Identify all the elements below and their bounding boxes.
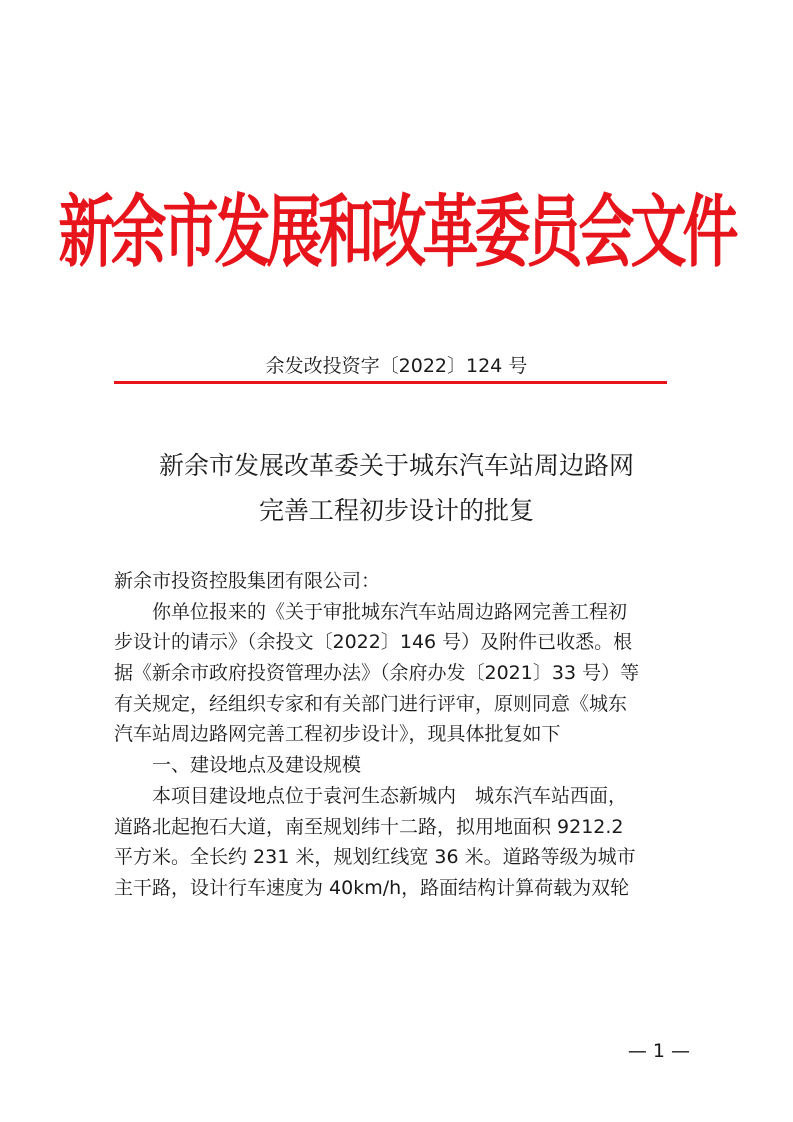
issuing-authority-header: 新余市发展和改革委员会文件 bbox=[58, 186, 735, 279]
body-line: 本项目建设地点位于袁河生态新城内 城东汽车站西面， bbox=[152, 784, 628, 807]
page-number: — 1 — bbox=[627, 1040, 690, 1062]
body-line: 据《新余市政府投资管理办法》（余府办发〔2021〕33 号）等 bbox=[114, 662, 640, 685]
document-number: 余发改投资字〔2022〕124 号 bbox=[265, 355, 528, 377]
body-line: 你单位报来的《关于审批城东汽车站周边路网完善工程初 bbox=[152, 600, 628, 623]
section-heading: 一、建设地点及建设规模 bbox=[152, 754, 362, 777]
body-line: 汽车站周边路网完善工程初步设计》，现具体批复如下 bbox=[114, 723, 561, 746]
body-line: 道路北起抱石大道，南至规划纬十二路，拟用地面积 9212.2 bbox=[114, 815, 624, 838]
addressee-line: 新余市投资控股集团有限公司： bbox=[114, 570, 381, 592]
body-line: 平方米。全长约 231 米，规划红线宽 36 米。道路等级为城市 bbox=[114, 846, 636, 869]
red-separator-line bbox=[114, 381, 667, 384]
document-body bbox=[114, 566, 682, 904]
document-title-line-1: 新余市发展改革委关于城东汽车站周边路网 bbox=[158, 451, 634, 480]
document-title bbox=[0, 443, 793, 533]
body-line: 有关规定，经组织专家和有关部门进行评审，原则同意《城东 bbox=[114, 692, 628, 715]
body-line: 主干路，设计行车速度为 40km/h，路面结构计算荷载为双轮 bbox=[114, 876, 630, 899]
document-title-line-2: 完善工程初步设计的批复 bbox=[258, 496, 534, 525]
body-line: 步设计的请示》（余投文〔2022〕146 号）及附件已收悉。根 bbox=[114, 631, 633, 654]
